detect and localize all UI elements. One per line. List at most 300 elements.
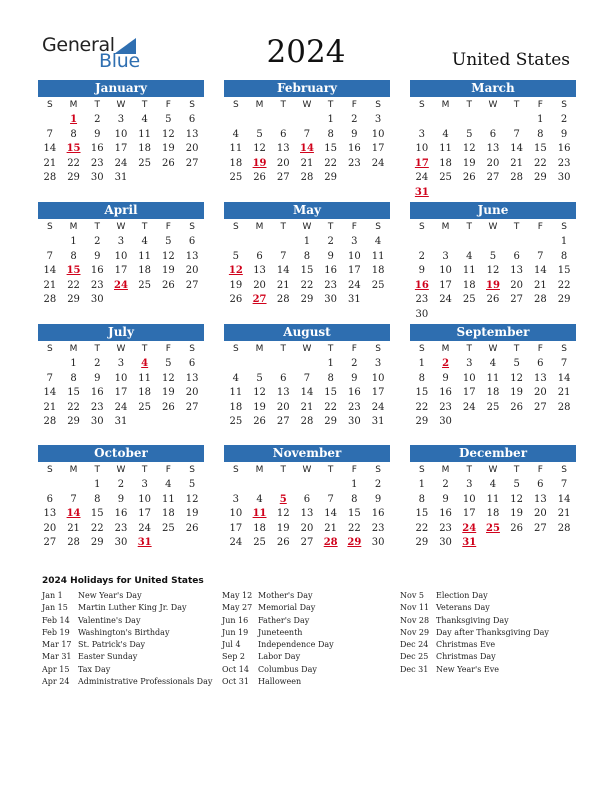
day-cell: 20: [534, 508, 547, 520]
day-cell: 25: [253, 537, 266, 549]
day-cell: 16: [114, 508, 128, 520]
week-row: [410, 142, 576, 157]
day-cell: 27: [486, 172, 500, 184]
holiday-name: Memorial Day: [258, 603, 316, 613]
day-cell: [410, 235, 434, 250]
weekday-label: W: [116, 344, 126, 354]
day-cell: [38, 478, 62, 493]
day-cell: 8: [560, 250, 568, 262]
day-cell: 20: [276, 157, 290, 169]
day-cell: 5: [513, 358, 520, 369]
day-cell: 26: [510, 522, 524, 534]
weekday-label: S: [375, 344, 381, 354]
weekday-label: T: [141, 222, 148, 232]
week-row: [410, 372, 576, 387]
day-cell: 31: [114, 416, 128, 428]
weekday-row: [410, 462, 576, 478]
day-cell: 24: [138, 522, 152, 534]
day-cell: 9: [327, 250, 334, 262]
day-cell: 24: [114, 157, 128, 169]
week-row: [410, 401, 576, 416]
holiday-entry: [42, 651, 212, 663]
day-cell: 28: [534, 294, 547, 306]
holiday-day-cell: 15: [66, 143, 81, 155]
day-cell: 17: [371, 143, 385, 155]
day-cell: 13: [510, 265, 524, 277]
day-cell: [434, 235, 458, 250]
day-cell: 28: [557, 401, 571, 413]
holiday-entry: [400, 639, 549, 651]
day-cell: 27: [185, 401, 199, 413]
week-row: [38, 264, 204, 279]
day-cell: 28: [67, 537, 80, 549]
weekday-label: M: [255, 344, 264, 354]
weekday-label: T: [280, 222, 286, 232]
weekday-label: S: [418, 344, 425, 354]
weekday-label: F: [537, 344, 543, 354]
day-cell: 17: [229, 522, 243, 534]
week-row: [224, 372, 390, 387]
day-cell: 23: [415, 294, 429, 306]
holiday-day-cell: 1: [70, 114, 78, 125]
day-cell: 19: [510, 508, 524, 520]
weekday-label: F: [537, 222, 543, 232]
day-cell: 13: [185, 128, 199, 140]
weekday-label: T: [466, 344, 472, 354]
day-cell: 26: [162, 279, 175, 291]
day-cell: 29: [534, 172, 547, 184]
holiday-date: Nov 5: [400, 591, 424, 600]
week-row: [410, 522, 576, 537]
week-row: [224, 386, 390, 401]
month-november: [224, 445, 390, 551]
day-cell: 15: [90, 508, 104, 520]
weekday-label: T: [327, 465, 334, 475]
day-cell: 14: [557, 372, 571, 384]
day-cell: [552, 536, 576, 551]
week-row: [38, 235, 204, 250]
day-cell: 22: [90, 522, 104, 534]
day-cell: 27: [43, 537, 57, 549]
day-cell: 21: [324, 522, 338, 534]
day-cell: 11: [138, 372, 152, 384]
month-header: May: [224, 202, 390, 219]
weekday-label: F: [351, 222, 357, 232]
day-cell: 8: [70, 372, 77, 384]
day-cell: 22: [67, 401, 80, 413]
day-cell: 12: [162, 128, 175, 140]
weekday-label: S: [418, 465, 425, 475]
day-cell: 10: [462, 493, 476, 505]
holiday-day-cell: 17: [414, 157, 429, 169]
day-cell: 6: [188, 114, 196, 125]
holiday-date: Jun 16: [222, 615, 249, 625]
day-cell: 26: [229, 294, 243, 306]
day-cell: 1: [418, 358, 426, 369]
week-row: [224, 264, 390, 279]
holiday-date: Dec 31: [400, 664, 429, 674]
day-cell: 28: [276, 294, 290, 306]
day-cell: 25: [229, 416, 243, 428]
month-august: [224, 324, 390, 430]
month-february: [224, 80, 390, 186]
weekday-label: S: [375, 100, 381, 110]
day-cell: 12: [486, 265, 500, 277]
holidays-title: 2024 Holidays for United States: [42, 576, 204, 586]
day-cell: 7: [280, 250, 287, 262]
day-cell: [180, 415, 204, 430]
holiday-day-cell: 15: [66, 265, 81, 277]
day-cell: 10: [371, 128, 385, 140]
day-cell: 12: [185, 493, 199, 505]
weekday-label: S: [189, 465, 195, 475]
week-row: [224, 171, 390, 186]
holiday-date: Jan 1: [42, 591, 63, 600]
day-cell: 6: [256, 250, 263, 262]
holiday-name: Washington's Birthday: [78, 627, 170, 637]
logo-text-general: General: [42, 34, 115, 56]
holiday-date: Jan 15: [42, 603, 68, 613]
day-cell: 26: [162, 157, 175, 169]
day-cell: 17: [462, 387, 476, 399]
day-cell: 19: [462, 157, 476, 169]
weekday-label: S: [418, 100, 425, 110]
day-cell: 9: [94, 128, 101, 140]
week-row: [410, 357, 576, 372]
day-cell: [505, 308, 529, 323]
day-cell: 31: [114, 172, 128, 184]
day-cell: 26: [162, 401, 175, 413]
weekday-label: T: [94, 100, 100, 110]
day-cell: 10: [348, 250, 361, 262]
holiday-day-cell: 31: [137, 537, 152, 549]
day-cell: 20: [276, 401, 290, 413]
day-cell: 29: [67, 416, 80, 428]
day-cell: 6: [46, 493, 54, 505]
day-cell: 1: [351, 479, 358, 490]
holiday-name: Valentine's Day: [78, 615, 141, 625]
holiday-name: Christmas Day: [436, 652, 496, 662]
day-cell: 20: [185, 265, 199, 277]
week-row: [38, 250, 204, 265]
day-cell: [271, 478, 295, 493]
day-cell: 25: [439, 172, 452, 184]
day-cell: 18: [253, 522, 266, 534]
week-row: [38, 386, 204, 401]
day-cell: 23: [90, 157, 104, 169]
day-cell: 30: [114, 537, 128, 549]
weekday-label: S: [561, 222, 567, 232]
day-cell: 20: [43, 522, 57, 534]
holiday-date: Dec 24: [400, 640, 429, 650]
week-row: [224, 478, 390, 493]
day-cell: [248, 113, 272, 128]
day-cell: 27: [534, 522, 547, 534]
day-cell: 15: [534, 143, 547, 155]
weekday-label: F: [537, 465, 543, 475]
month-header: December: [410, 445, 576, 462]
weekday-label: T: [141, 465, 148, 475]
day-cell: [481, 536, 505, 551]
day-cell: 14: [300, 387, 314, 399]
day-cell: 21: [510, 157, 524, 169]
day-cell: 13: [486, 143, 500, 155]
weekday-label: W: [116, 465, 126, 475]
day-cell: 18: [486, 387, 500, 399]
day-cell: 30: [90, 416, 104, 428]
holiday-day-cell: 4: [141, 358, 149, 369]
week-row: [38, 113, 204, 128]
day-cell: 9: [351, 372, 358, 384]
day-cell: [343, 171, 367, 186]
holiday-entry: [400, 664, 549, 676]
day-cell: [457, 186, 481, 201]
day-cell: 4: [141, 236, 148, 247]
day-cell: 10: [138, 493, 152, 505]
week-row: [38, 507, 204, 522]
day-cell: 9: [117, 493, 125, 505]
day-cell: 27: [276, 172, 290, 184]
weekday-label: F: [351, 100, 357, 110]
day-cell: 4: [442, 128, 449, 140]
weekday-label: W: [302, 344, 312, 354]
weekday-label: F: [165, 344, 171, 354]
day-cell: 21: [276, 279, 290, 291]
weekday-row: [410, 219, 576, 235]
day-cell: 8: [351, 493, 358, 505]
month-june: [410, 202, 576, 323]
weekday-label: S: [46, 465, 53, 475]
day-cell: 25: [371, 279, 385, 291]
holiday-date: Jun 19: [222, 627, 249, 637]
day-cell: 28: [43, 172, 57, 184]
day-cell: 2: [327, 236, 334, 247]
weekday-row: [38, 462, 204, 478]
week-row: [38, 536, 204, 551]
day-cell: [552, 186, 576, 201]
day-cell: [505, 186, 529, 201]
weekday-label: S: [189, 344, 195, 354]
weekday-label: W: [116, 222, 126, 232]
day-cell: 17: [114, 143, 128, 155]
day-cell: 3: [466, 479, 473, 490]
week-row: [224, 357, 390, 372]
holiday-name: New Year's Eve: [436, 664, 499, 674]
day-cell: 18: [439, 157, 452, 169]
day-cell: 28: [510, 172, 524, 184]
week-row: [224, 401, 390, 416]
holiday-name: Martin Luther King Jr. Day: [78, 603, 187, 613]
holiday-entry: [222, 615, 334, 627]
day-cell: 14: [534, 265, 547, 277]
week-row: [224, 128, 390, 143]
holiday-name: Columbus Day: [258, 664, 317, 674]
day-cell: 16: [90, 265, 104, 277]
holiday-entry: [400, 615, 549, 627]
day-cell: 25: [162, 522, 175, 534]
day-cell: 26: [253, 416, 266, 428]
day-cell: 26: [276, 537, 290, 549]
weekday-label: S: [375, 465, 381, 475]
holiday-name: Mother's Day: [258, 591, 313, 600]
day-cell: 28: [300, 416, 314, 428]
day-cell: 3: [232, 493, 240, 505]
day-cell: 15: [348, 508, 361, 520]
day-cell: 22: [534, 157, 547, 169]
day-cell: 25: [138, 401, 152, 413]
day-cell: 16: [324, 265, 338, 277]
day-cell: 18: [138, 143, 152, 155]
day-cell: 3: [374, 114, 382, 125]
day-cell: 8: [70, 250, 77, 262]
week-row: [410, 171, 576, 186]
day-cell: 21: [43, 401, 57, 413]
day-cell: 28: [43, 294, 57, 306]
holiday-date: May 12: [222, 591, 253, 600]
day-cell: 21: [43, 157, 57, 169]
holidays-column: [42, 590, 212, 688]
day-cell: 12: [510, 372, 524, 384]
day-cell: 1: [537, 114, 544, 125]
holiday-name: Labor Day: [258, 652, 301, 662]
week-row: [410, 235, 576, 250]
day-cell: 17: [138, 508, 152, 520]
weekday-label: S: [375, 222, 381, 232]
day-cell: 11: [371, 250, 385, 262]
month-march: [410, 80, 576, 201]
week-row: [410, 415, 576, 430]
day-cell: 12: [510, 493, 524, 505]
logo-text-blue: Blue: [99, 50, 140, 72]
day-cell: 13: [253, 265, 266, 277]
day-cell: 5: [165, 358, 172, 369]
weekday-label: T: [466, 222, 472, 232]
week-row: [410, 507, 576, 522]
holiday-day-cell: 16: [414, 279, 429, 291]
day-cell: 1: [303, 236, 311, 247]
day-cell: 10: [462, 372, 476, 384]
holiday-date: Oct 31: [222, 677, 249, 687]
weekday-label: S: [46, 100, 53, 110]
day-cell: 24: [439, 294, 452, 306]
month-header: June: [410, 202, 576, 219]
week-row: [410, 250, 576, 265]
holiday-entry: [42, 615, 212, 627]
weekday-row: [38, 97, 204, 113]
day-cell: [248, 357, 272, 372]
week-row: [38, 493, 204, 508]
day-cell: 12: [276, 508, 290, 520]
day-cell: 1: [70, 358, 77, 369]
day-cell: [224, 357, 248, 372]
weekday-label: F: [537, 100, 543, 110]
holidays-column: [222, 590, 334, 688]
day-cell: 27: [276, 416, 290, 428]
holiday-date: Apr 15: [42, 664, 70, 674]
day-cell: 4: [489, 479, 497, 490]
day-cell: 2: [117, 479, 125, 490]
weekday-label: T: [466, 465, 472, 475]
day-cell: 2: [374, 479, 382, 490]
holiday-entry: [42, 639, 212, 651]
day-cell: 22: [557, 279, 571, 291]
day-cell: 28: [557, 522, 571, 534]
day-cell: 28: [300, 172, 314, 184]
day-cell: 7: [560, 358, 568, 369]
day-cell: 4: [489, 358, 497, 369]
week-row: [224, 507, 390, 522]
day-cell: 14: [43, 387, 57, 399]
day-cell: [180, 171, 204, 186]
day-cell: [529, 415, 553, 430]
day-cell: 15: [557, 265, 571, 277]
day-cell: [38, 357, 62, 372]
day-cell: 29: [557, 294, 571, 306]
day-cell: 3: [418, 128, 426, 140]
week-row: [410, 113, 576, 128]
week-row: [410, 293, 576, 308]
day-cell: 14: [43, 265, 57, 277]
holiday-date: Oct 14: [222, 664, 249, 674]
holiday-date: Feb 19: [42, 627, 70, 637]
day-cell: 9: [442, 493, 449, 505]
holiday-day-cell: 29: [347, 537, 362, 549]
weekday-label: T: [513, 344, 520, 354]
weekday-label: W: [302, 465, 312, 475]
day-cell: 19: [162, 387, 175, 399]
holiday-entry: [222, 590, 334, 602]
weekday-row: [410, 341, 576, 357]
day-cell: 21: [557, 508, 571, 520]
day-cell: [481, 186, 505, 201]
day-cell: 11: [162, 493, 175, 505]
holiday-day-cell: 25: [486, 522, 500, 534]
weekday-label: T: [513, 100, 520, 110]
day-cell: 1: [560, 236, 568, 247]
day-cell: 20: [185, 143, 199, 155]
day-cell: 16: [439, 387, 452, 399]
weekday-label: W: [116, 100, 126, 110]
day-cell: 22: [324, 157, 338, 169]
day-cell: [552, 415, 576, 430]
weekday-label: T: [327, 344, 334, 354]
day-cell: 16: [439, 508, 452, 520]
weekday-label: S: [232, 465, 239, 475]
day-cell: 29: [67, 172, 80, 184]
week-row: [410, 386, 576, 401]
day-cell: 14: [43, 143, 57, 155]
day-cell: 5: [256, 372, 263, 384]
holiday-name: Father's Day: [258, 615, 310, 625]
country-name: United States: [451, 50, 570, 70]
holiday-day-cell: 2: [442, 358, 450, 369]
day-cell: 1: [418, 479, 426, 490]
holiday-name: St. Patrick's Day: [78, 640, 146, 650]
day-cell: 25: [229, 172, 243, 184]
month-header: February: [224, 80, 390, 97]
weekday-label: M: [441, 100, 450, 110]
day-cell: [552, 308, 576, 323]
day-cell: 13: [276, 143, 290, 155]
holiday-entry: [222, 651, 334, 663]
day-cell: [434, 113, 458, 128]
day-cell: [180, 293, 204, 308]
day-cell: 1: [327, 114, 334, 125]
month-may: [224, 202, 390, 308]
holiday-name: Veterans Day: [436, 603, 490, 613]
day-cell: [295, 113, 319, 128]
day-cell: [481, 308, 505, 323]
